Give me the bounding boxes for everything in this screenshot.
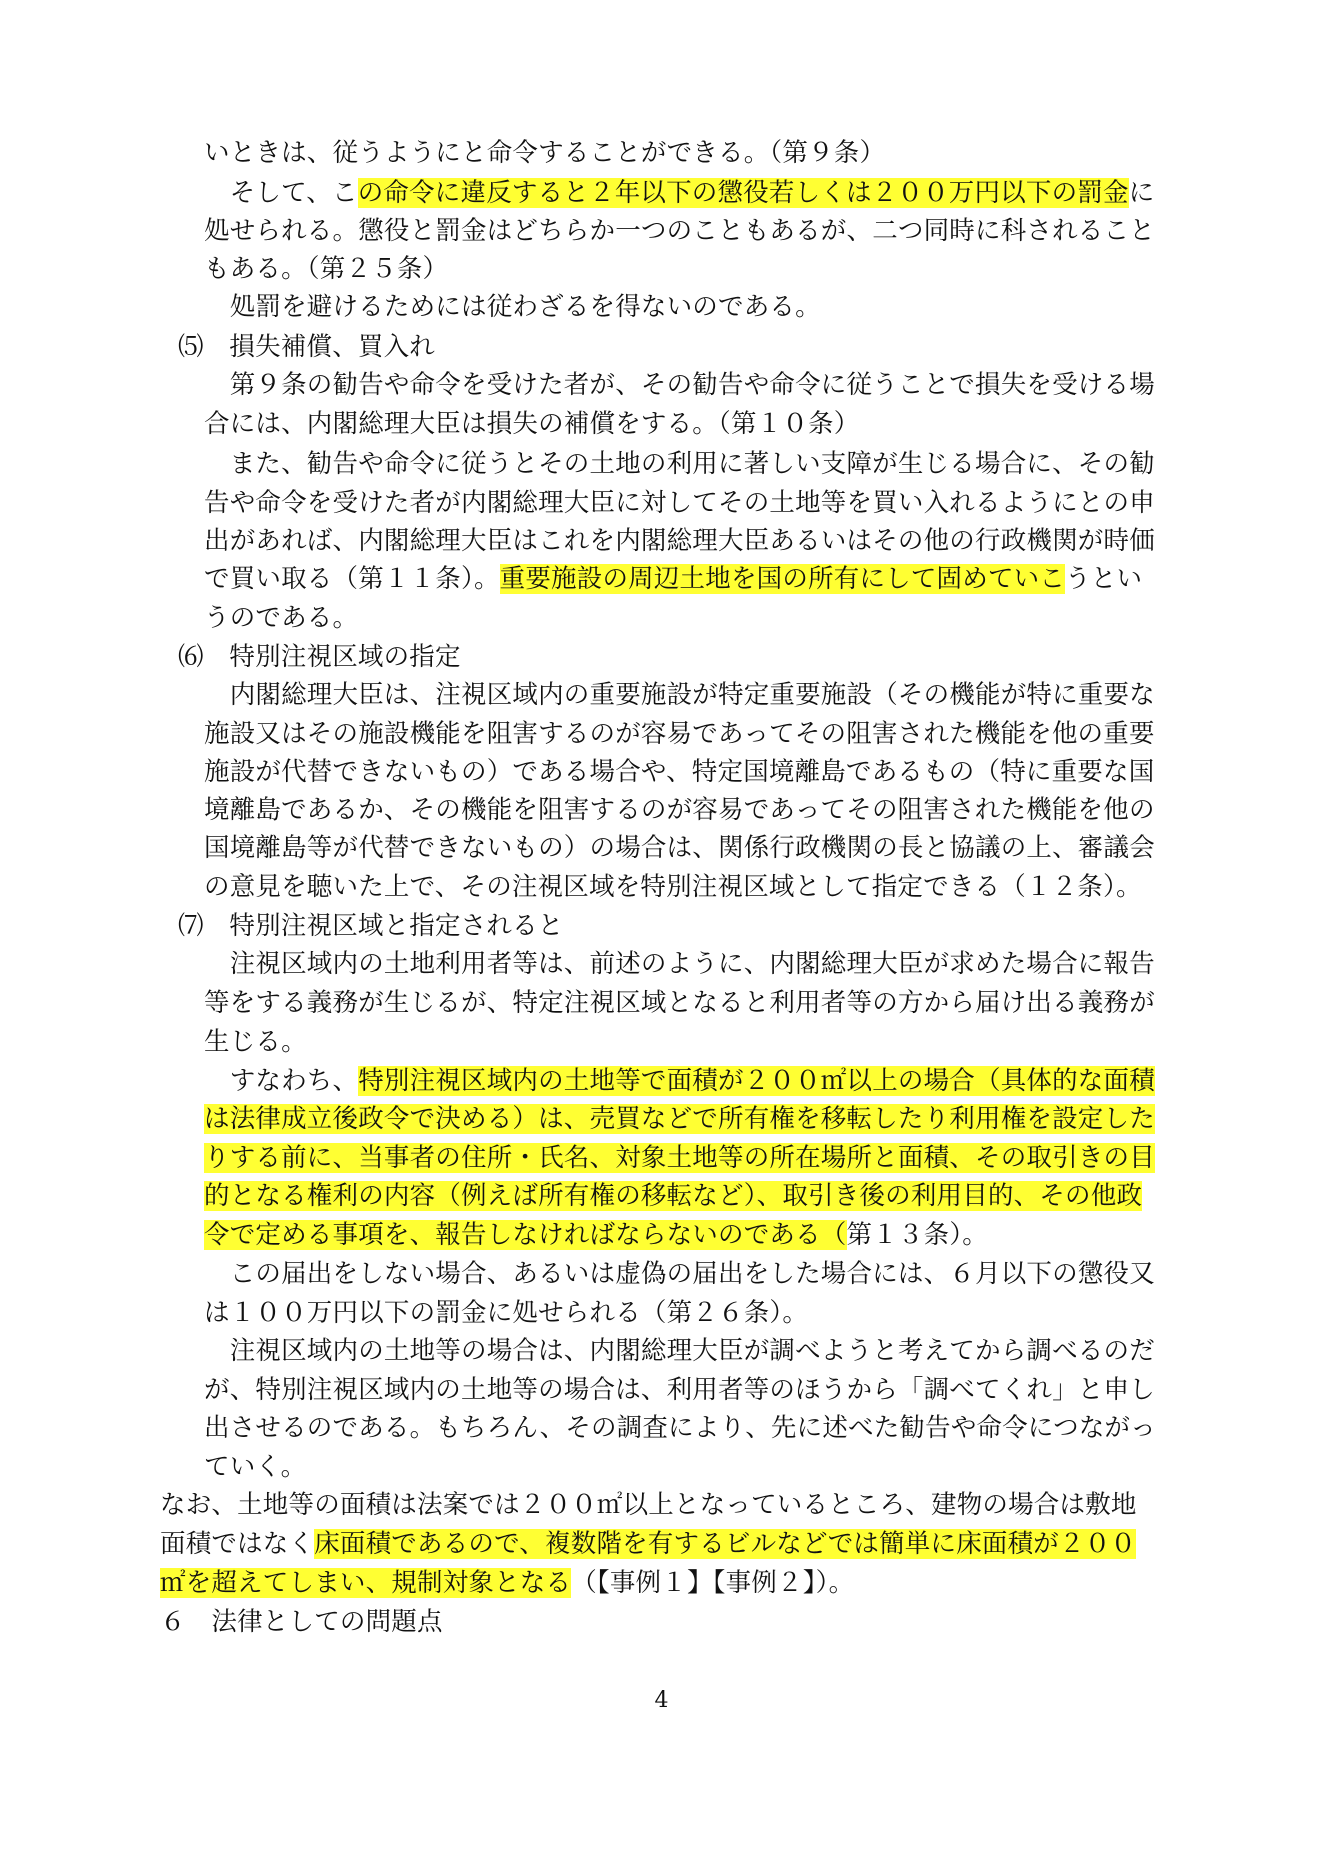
text-segment: で買い取る（第１１条）。	[204, 564, 500, 594]
text-segment: ⑸ 損失補償、買入れ	[178, 332, 436, 362]
text-segment: 合には、内閣総理大臣は損失の補償をする。（第１０条）	[204, 409, 860, 439]
text-line	[204, 446, 1155, 482]
text-segment: もある。（第２５条）	[204, 254, 449, 284]
highlighted-text: の命令に違反すると２年以下の懲役若しくは２００万円以下の罰金	[357, 178, 1129, 208]
text-line	[204, 251, 448, 287]
text-segment: （【事例１】【事例２】）。	[571, 1568, 855, 1598]
text-segment: 第１３条）。	[846, 1220, 988, 1250]
text-segment: すなわち、	[204, 1066, 359, 1096]
highlighted-text: 令で定める事項を、報告しなければならないのである（	[204, 1220, 847, 1250]
text-segment: 注視区域内の土地等の場合は、内閣総理大臣が調べようと考えてから調べるのだ	[204, 1336, 1155, 1366]
text-line	[204, 1372, 1155, 1408]
page-number: 4	[654, 1688, 669, 1713]
text-line	[204, 1063, 1155, 1099]
text-segment: 出させるのである。もちろん、その調査により、先に述べた勧告や命令につながっ	[204, 1413, 1156, 1443]
text-segment: の意見を聴いた上で、その注視区域を特別注視区域として指定できる（１２条）。	[204, 872, 1142, 902]
text-line	[204, 367, 1155, 403]
text-segment: うとい	[1065, 564, 1143, 594]
text-line	[178, 639, 461, 675]
text-line	[204, 485, 1155, 521]
text-segment: に	[1128, 178, 1155, 208]
text-line	[178, 329, 435, 365]
text-segment: 内閣総理大臣は、注視区域内の重要施設が特定重要施設（その機能が特に重要な	[204, 680, 1155, 710]
text-line	[204, 523, 1155, 559]
text-line	[204, 985, 1155, 1021]
text-line	[204, 1178, 1142, 1214]
text-segment: 処罰を避けるためには従わざるを得ないのである。	[204, 292, 821, 322]
text-line	[204, 1024, 307, 1060]
text-line	[204, 406, 859, 442]
text-line	[204, 1140, 1155, 1176]
text-line	[160, 1487, 1137, 1523]
text-line	[204, 792, 1155, 828]
text-line	[204, 1217, 988, 1253]
text-segment: ⑹ 特別注視区域の指定	[178, 642, 461, 672]
text-segment: うのである。	[204, 603, 359, 633]
text-segment: が、特別注視区域内の土地等の場合は、利用者等のほうから「調べてくれ」と申し	[204, 1375, 1155, 1405]
highlighted-text: 重要施設の周辺土地を国の所有にして固めていこ	[499, 564, 1066, 594]
text-segment: 等をする義務が生じるが、特定注視区域となると利用者等の方から届け出る義務が	[204, 988, 1155, 1018]
text-line	[204, 561, 1142, 597]
text-line	[204, 1256, 1155, 1292]
text-line	[204, 946, 1155, 982]
text-segment: 告や命令を受けた者が内閣総理大臣に対してその土地等を買い入れるようにとの申	[204, 488, 1155, 518]
text-line	[204, 677, 1155, 713]
text-segment: 面積ではなく	[160, 1529, 315, 1559]
text-segment: 施設又はその施設機能を阻害するのが容易であってその阻害された機能を他の重要	[204, 719, 1155, 749]
text-line	[204, 1333, 1155, 1369]
text-segment: 出があれば、内閣総理大臣はこれを内閣総理大臣あるいはその他の行政機関が時価	[204, 526, 1155, 556]
text-line	[160, 1604, 443, 1640]
text-segment: いときは、従うようにと命令することができる。（第９条）	[204, 138, 886, 168]
text-segment: 国境離島等が代替できないもの）の場合は、関係行政機関の長と協議の上、審議会	[204, 833, 1155, 863]
text-line	[204, 213, 1155, 249]
text-line	[204, 135, 885, 171]
highlighted-text: は法律成立後政令で決める）は、売買などで所有権を移転したり利用権を設定した	[204, 1104, 1155, 1134]
text-segment: この届出をしない場合、あるいは虚偽の届出をした場合には、６月以下の懲役又	[204, 1259, 1155, 1289]
highlighted-text: りする前に、当事者の住所・氏名、対象土地等の所在場所と面積、その取引きの目	[204, 1143, 1155, 1173]
text-segment: そして、こ	[204, 178, 358, 208]
text-line	[204, 830, 1155, 866]
text-line	[204, 600, 358, 636]
text-segment: ⑺ 特別注視区域と指定されると	[178, 911, 564, 941]
highlighted-text: 特別注視区域内の土地等で面積が２００㎡以上の場合（具体的な面積	[358, 1066, 1155, 1096]
text-line	[204, 1101, 1155, 1137]
highlighted-text: ㎡を超えてしまい、規制対象となる	[160, 1568, 572, 1598]
text-line	[204, 289, 821, 325]
text-segment: なお、土地等の面積は法案では２００㎡以上となっているところ、建物の場合は敷地	[160, 1490, 1137, 1520]
text-segment: 処せられる。懲役と罰金はどちらか一つのこともあるが、二つ同時に科されること	[204, 216, 1155, 246]
text-line	[204, 1449, 306, 1485]
text-segment: 生じる。	[204, 1027, 307, 1057]
text-segment: 第９条の勧告や命令を受けた者が、その勧告や命令に従うことで損失を受ける場	[204, 370, 1155, 400]
text-segment: ていく。	[204, 1452, 307, 1482]
text-line	[178, 908, 564, 944]
text-segment: また、勧告や命令に従うとその土地の利用に著しい支障が生じる場合に、その勧	[204, 449, 1155, 479]
highlighted-text: 床面積であるので、複数階を有するビルなどでは簡単に床面積が２００	[314, 1529, 1137, 1559]
text-line	[204, 175, 1154, 211]
text-line	[204, 869, 1142, 905]
highlighted-text: 的となる権利の内容（例えば所有権の移転など）、取引き後の利用目的、その他政	[204, 1181, 1143, 1211]
text-line	[204, 754, 1154, 790]
text-line	[160, 1526, 1136, 1562]
text-segment: 注視区域内の土地利用者等は、前述のように、内閣総理大臣が求めた場合に報告	[204, 949, 1155, 979]
text-segment: は１００万円以下の罰金に処せられる（第２６条）。	[204, 1298, 809, 1328]
text-line	[204, 716, 1155, 752]
text-line	[204, 1295, 808, 1331]
text-segment: ６ 法律としての問題点	[160, 1607, 443, 1637]
text-line	[204, 1410, 1156, 1446]
text-line	[160, 1565, 854, 1601]
text-segment: 境離島であるか、その機能を阻害するのが容易であってその阻害された機能を他の	[204, 795, 1155, 825]
text-segment: 施設が代替できないもの）である場合や、特定国境離島であるもの（特に重要な国	[204, 757, 1155, 787]
